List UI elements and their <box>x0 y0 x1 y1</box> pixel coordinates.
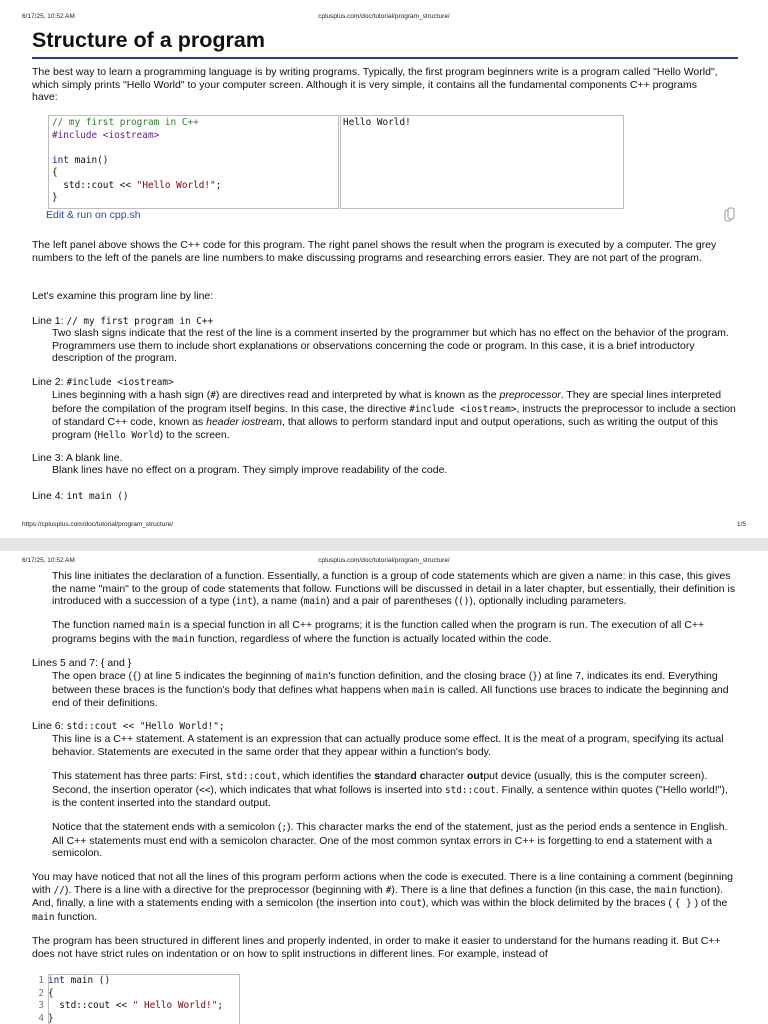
code-line-2: #include <iostream> <box>52 129 160 141</box>
code2-line-1: 1 int main () <box>38 975 111 986</box>
structured-paragraph: The program has been structured in different lines and properly indented, in order to make it easier to understand for the humans reading it. But C++ does not have strict rules on indentation or on how to split instructions in different lines. For example, instead of <box>32 935 721 960</box>
lines57-description: The open brace ({) at line 5 indicates the beginning of main's function definition, and the closing brace (}) at line 7, indicates its end. Everything between these braces is the function's body that defines what happens when main is called. All functions use braces to indicate the beginning and end of their definitions. <box>52 670 729 710</box>
code-line-4: int main() <box>52 154 109 166</box>
line6-label: Line 6: std::cout << "Hello World!"; <box>32 720 225 732</box>
print-url: cplusplus.com/doc/tutorial/program_structure/ <box>318 557 450 564</box>
pdf-page-2 <box>0 551 768 1024</box>
main-function-paragraph: The function named main is a special function in all C++ programs; it is the function called when the program is run. The execution of all C++ programs begins with the main function, regardless of where the function is actually located within the code. <box>52 619 705 645</box>
code-line-3 <box>52 142 335 155</box>
code-example-2[interactable] <box>32 974 242 1024</box>
copy-icon[interactable] <box>724 207 736 223</box>
print-footer <box>22 521 746 531</box>
line2-description: Lines beginning with a hash sign (#) are directives read and interpreted by what is known as the preprocessor. They are special lines interpreted before the compilation of the program itself begins. In this case, the directive #include <iostream>, instructs the preprocessor to include a section of standard C++ code, known as header iostream, that allows to perform standard input and output operations, such as writing the output of this program (Hello World) to the screen. <box>52 389 736 441</box>
print-datetime: 6/17/25, 10:52 AM <box>22 557 75 564</box>
line3-description: Blank lines have no effect on a program. They simply improve readability of the code. <box>52 464 448 476</box>
line4-description: This line initiates the declaration of a function. Essentially, a function is a group of code statements which are given a name: in this case, this gives the name "main" to the group of code statements that follow. Functions will be discussed in detail in a later chapter, but essentially, their definition is introduced with a succession of a type (int), a name (main) and a pair of parentheses (()), optionally including parameters. <box>52 570 736 608</box>
code-line-6: std::cout << "Hello World!"; <box>52 179 222 191</box>
print-header <box>22 13 746 23</box>
line6-three-parts: This statement has three parts: First, std::cout, which identifies the standard character output device (usually, this is the computer screen). Second, the insertion operator (<<), which indicates that what follows is inserted into std::cout. Finally, a sentence within quotes ("Hello world!"), is the content inserted into the standard output. <box>52 770 728 810</box>
page-title: Structure of a program <box>32 28 265 52</box>
code-line-5: { <box>52 167 58 178</box>
line3-label: Line 3: A blank line. <box>32 452 123 464</box>
code2-line-2: 2 { <box>38 987 54 999</box>
examine-paragraph: Let's examine this program line by line: <box>32 290 214 302</box>
line2-label: Line 2: #include <iostream> <box>32 376 174 388</box>
print-url: cplusplus.com/doc/tutorial/program_structure/ <box>318 13 450 20</box>
panels-paragraph: The left panel above shows the C++ code for this program. The right panel shows the result when the program is executed by a computer. The grey numbers to the left of the panels are line numbers to make discussing programs and researching errors easier. They are not part of the program. <box>32 239 717 264</box>
print-header <box>22 557 746 567</box>
print-datetime: 6/17/25, 10:52 AM <box>22 13 75 20</box>
page-number: 1/5 <box>736 521 746 528</box>
line6-description: This line is a C++ statement. A statement is an expression that can actually produce some effect. It is the meat of a program, specifying its actual behavior. Statements are executed in the same order that they appear within a function's body. <box>52 733 724 758</box>
code-line-7: } <box>52 192 58 203</box>
footer-url: https://cplusplus.com/doc/tutorial/program_structure/ <box>22 521 174 528</box>
intro-paragraph: The best way to learn a programming language is by writing programs. Typically, the first program beginners write is a program called "Hello World", which simply prints "Hello World" to your computer screen. Although it is very simple, it contains all the fundamental components C++ programs have: <box>32 66 718 104</box>
code2-line-3: 3 std::cout << " Hello World!"; <box>38 1000 223 1011</box>
line1-label: Line 1: // my first program in C++ <box>32 315 214 327</box>
semicolon-paragraph: Notice that the statement ends with a semicolon (;). This character marks the end of the statement, just as the period ends a sentence in English. All C++ statements must end with a semicolon character. One of the most common syntax errors in C++ is forgetting to end a statement with a semicolon. <box>52 821 728 860</box>
output-panel <box>340 115 624 209</box>
noticed-paragraph: You may have noticed that not all the lines of this program perform actions when the code is executed. There is a line containing a comment (beginning with //). There is a line with a directive for the preprocessor (beginning with #). There is a line that defines a function (in this case, the main function). And, finally, a line with a statements ending with a semicolon (the insertion into cout), which was within the block delimited by the braces ( { } ) of the main function. <box>32 871 733 923</box>
lines57-label: Lines 5 and 7: { and } <box>32 657 132 669</box>
edit-run-link[interactable]: Edit & run on cpp.sh <box>46 209 141 221</box>
line1-description: Two slash signs indicate that the rest of the line is a comment inserted by the programmer but which has no effect on the behavior of the program. Programmers use them to include short explanations or observations concerning the code or program. In this case, it is a brief introductory description of the program. <box>52 327 729 365</box>
line4-label: Line 4: int main () <box>32 490 129 502</box>
code-panel[interactable] <box>48 115 339 209</box>
output-text: Hello World! <box>343 117 411 128</box>
title-underline <box>32 57 738 59</box>
code-line-1: // my first program in C++ <box>52 117 199 128</box>
code2-line-4: 4 } <box>38 1012 54 1024</box>
